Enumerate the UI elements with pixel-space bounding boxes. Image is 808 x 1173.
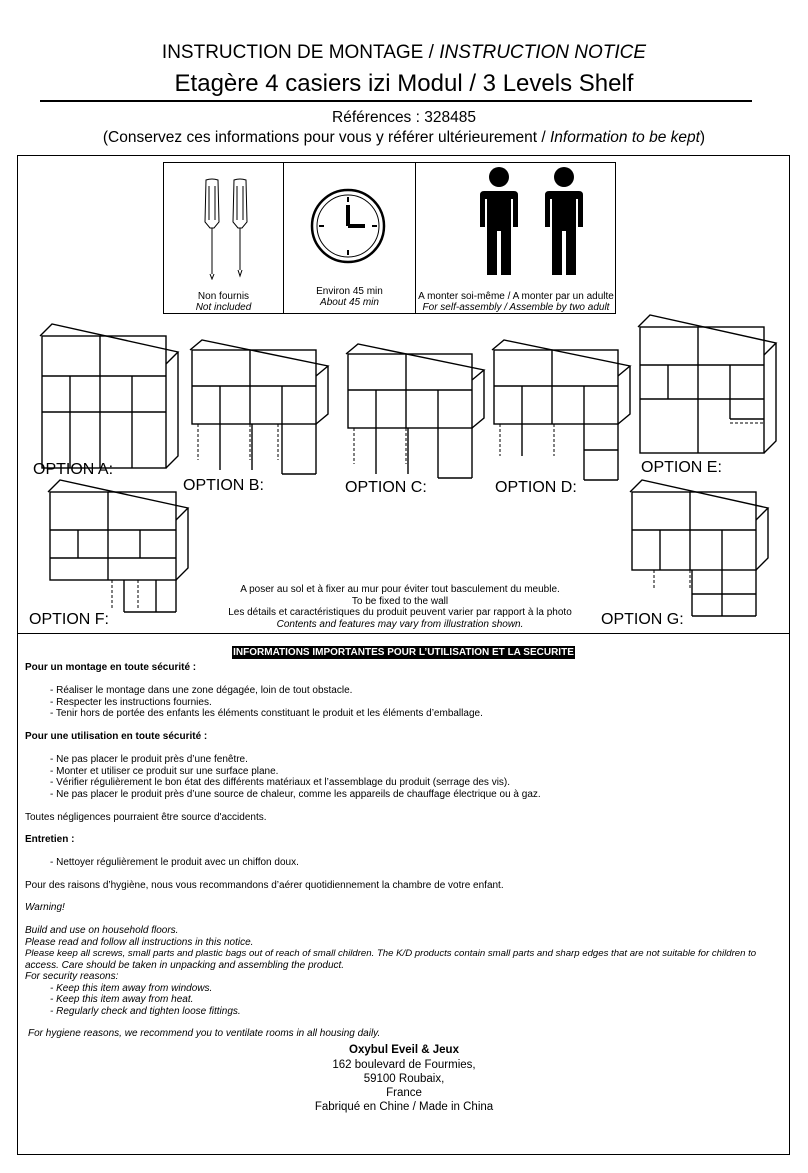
option-d-label: OPTION D: — [495, 479, 577, 496]
mounting-note-line: A poser au sol et à fixer au mur pour éviter tout basculement du meuble. — [240, 584, 560, 595]
clock-icon — [309, 187, 387, 265]
option-e-label: OPTION E: — [641, 459, 722, 476]
option-a-label: OPTION A: — [33, 461, 114, 478]
keep-en: Information to be kept — [550, 129, 700, 146]
assembly-item: - Respecter les instructions fournies. — [50, 697, 212, 708]
warning-item: - Keep this item away from heat. — [50, 994, 194, 1005]
reference-number: Références : 328485 — [332, 109, 476, 126]
product-name: Etagère 4 casiers izi Modul / 3 Levels Shelf — [174, 70, 634, 97]
use-item: - Ne pas placer le produit près d’une source de chaleur, comme les appareils de chauffage électrique ou à gaz. — [50, 789, 541, 800]
care-item: - Nettoyer régulièrement le produit avec un chiffon doux. — [50, 857, 299, 868]
hygiene-fr: Pour des raisons d’hygiène, nous vous recommandons d’aérer quotidiennement la chambre de votre enfant. — [25, 880, 504, 891]
warning-heading: Warning! — [25, 902, 65, 913]
mounting-note — [200, 584, 600, 630]
shelf-option-a-illustration — [40, 324, 180, 474]
title-fr: INSTRUCTION DE MONTAGE / — [161, 42, 440, 63]
keep-notice — [0, 129, 808, 147]
warning-item: - Regularly check and tighten loose fittings. — [50, 1006, 241, 1017]
warning-item: - Keep this item away from windows. — [50, 983, 213, 994]
people-caption — [416, 291, 616, 313]
time-en: About 45 min — [320, 297, 379, 308]
shelf-option-e-illustration — [638, 315, 778, 465]
shelf-option-c-illustration — [346, 344, 486, 484]
mounting-note-line: To be fixed to the wall — [351, 595, 449, 607]
header-rule — [40, 100, 752, 102]
company-city: 59100 Roubaix, — [363, 1073, 445, 1085]
shelf-option-g-illustration — [630, 480, 770, 620]
made-in: Fabriqué en Chine / Made in China — [314, 1101, 494, 1113]
safety-banner: INFORMATIONS IMPORTANTES POUR L’UTILISATION ET LA SECURITE — [233, 647, 574, 658]
option-c-label: OPTION C: — [345, 479, 427, 496]
shelf-option-d-illustration — [492, 340, 632, 485]
use-item: - Vérifier régulièrement le bon état des différents matériaux et l’assemblage du produit (serrage des vis). — [50, 777, 511, 788]
tools-fr: Non fournis — [197, 291, 250, 302]
use-heading: Pour une utilisation en toute sécurité : — [25, 731, 208, 742]
mounting-note-line: Les détails et caractéristiques du produit peuvent varier par rapport à la photo — [228, 607, 572, 618]
warning-line: Please keep all screws, small parts and plastic bags out of reach of small children. The K/D products contain small parts and sharp edges that are not suitable for children to — [25, 948, 757, 959]
shelf-option-f-illustration — [48, 480, 193, 620]
tools-en: Not included — [195, 302, 252, 313]
keep-close: ) — [699, 129, 706, 146]
company-country: France — [386, 1087, 422, 1099]
warning-line: Please read and follow all instructions in this notice. — [25, 937, 254, 948]
assembly-item: - Tenir hors de portée des enfants les éléments constituant le produit et les éléments d’emballage. — [50, 708, 483, 719]
time-fr: Environ 45 min — [316, 286, 383, 297]
two-adults-icon — [476, 165, 596, 277]
use-item: - Monter et utiliser ce produit sur une surface plane. — [50, 766, 279, 777]
company-street: 162 boulevard de Fourmies, — [332, 1059, 476, 1071]
title-en: INSTRUCTION NOTICE — [439, 42, 647, 63]
warning-line: access. Care should be taken in unpacking and assembling the product. — [25, 960, 345, 971]
assembly-item: - Réaliser le montage dans une zone dégagée, loin de tout obstacle. — [50, 685, 353, 696]
warning-line: For security reasons: — [25, 971, 119, 982]
use-item: - Ne pas placer le produit près d’une fenêtre. — [50, 754, 248, 765]
care-heading: Entretien : — [25, 834, 75, 845]
assembly-heading: Pour un montage en toute sécurité : — [25, 662, 197, 673]
negligence-note: Toutes négligences pourraient être source d'accidents. — [25, 812, 267, 823]
people-en: For self-assembly / Assemble by two adult — [422, 302, 610, 313]
hygiene-en: For hygiene reasons, we recommend you to ventilate rooms in all housing daily. — [28, 1028, 381, 1039]
time-caption — [284, 286, 415, 308]
tools-caption — [164, 291, 283, 313]
option-f-label: OPTION F: — [29, 611, 109, 628]
shelf-option-b-illustration — [190, 340, 330, 480]
option-g-label: OPTION G: — [601, 611, 684, 628]
people-fr: A monter soi-même / A monter par un adulte — [418, 291, 614, 302]
notice-title — [0, 42, 808, 64]
keep-fr: (Conservez ces informations pour vous y référer ultérieurement / — [102, 129, 550, 146]
screwdriver-icon — [198, 178, 258, 280]
warning-line: Build and use on household floors. — [25, 925, 179, 936]
mounting-note-line: Contents and features may vary from illustration shown. — [276, 618, 524, 630]
company-name: Oxybul Eveil & Jeux — [349, 1044, 459, 1056]
section-divider — [17, 633, 790, 634]
option-b-label: OPTION B: — [183, 477, 264, 494]
